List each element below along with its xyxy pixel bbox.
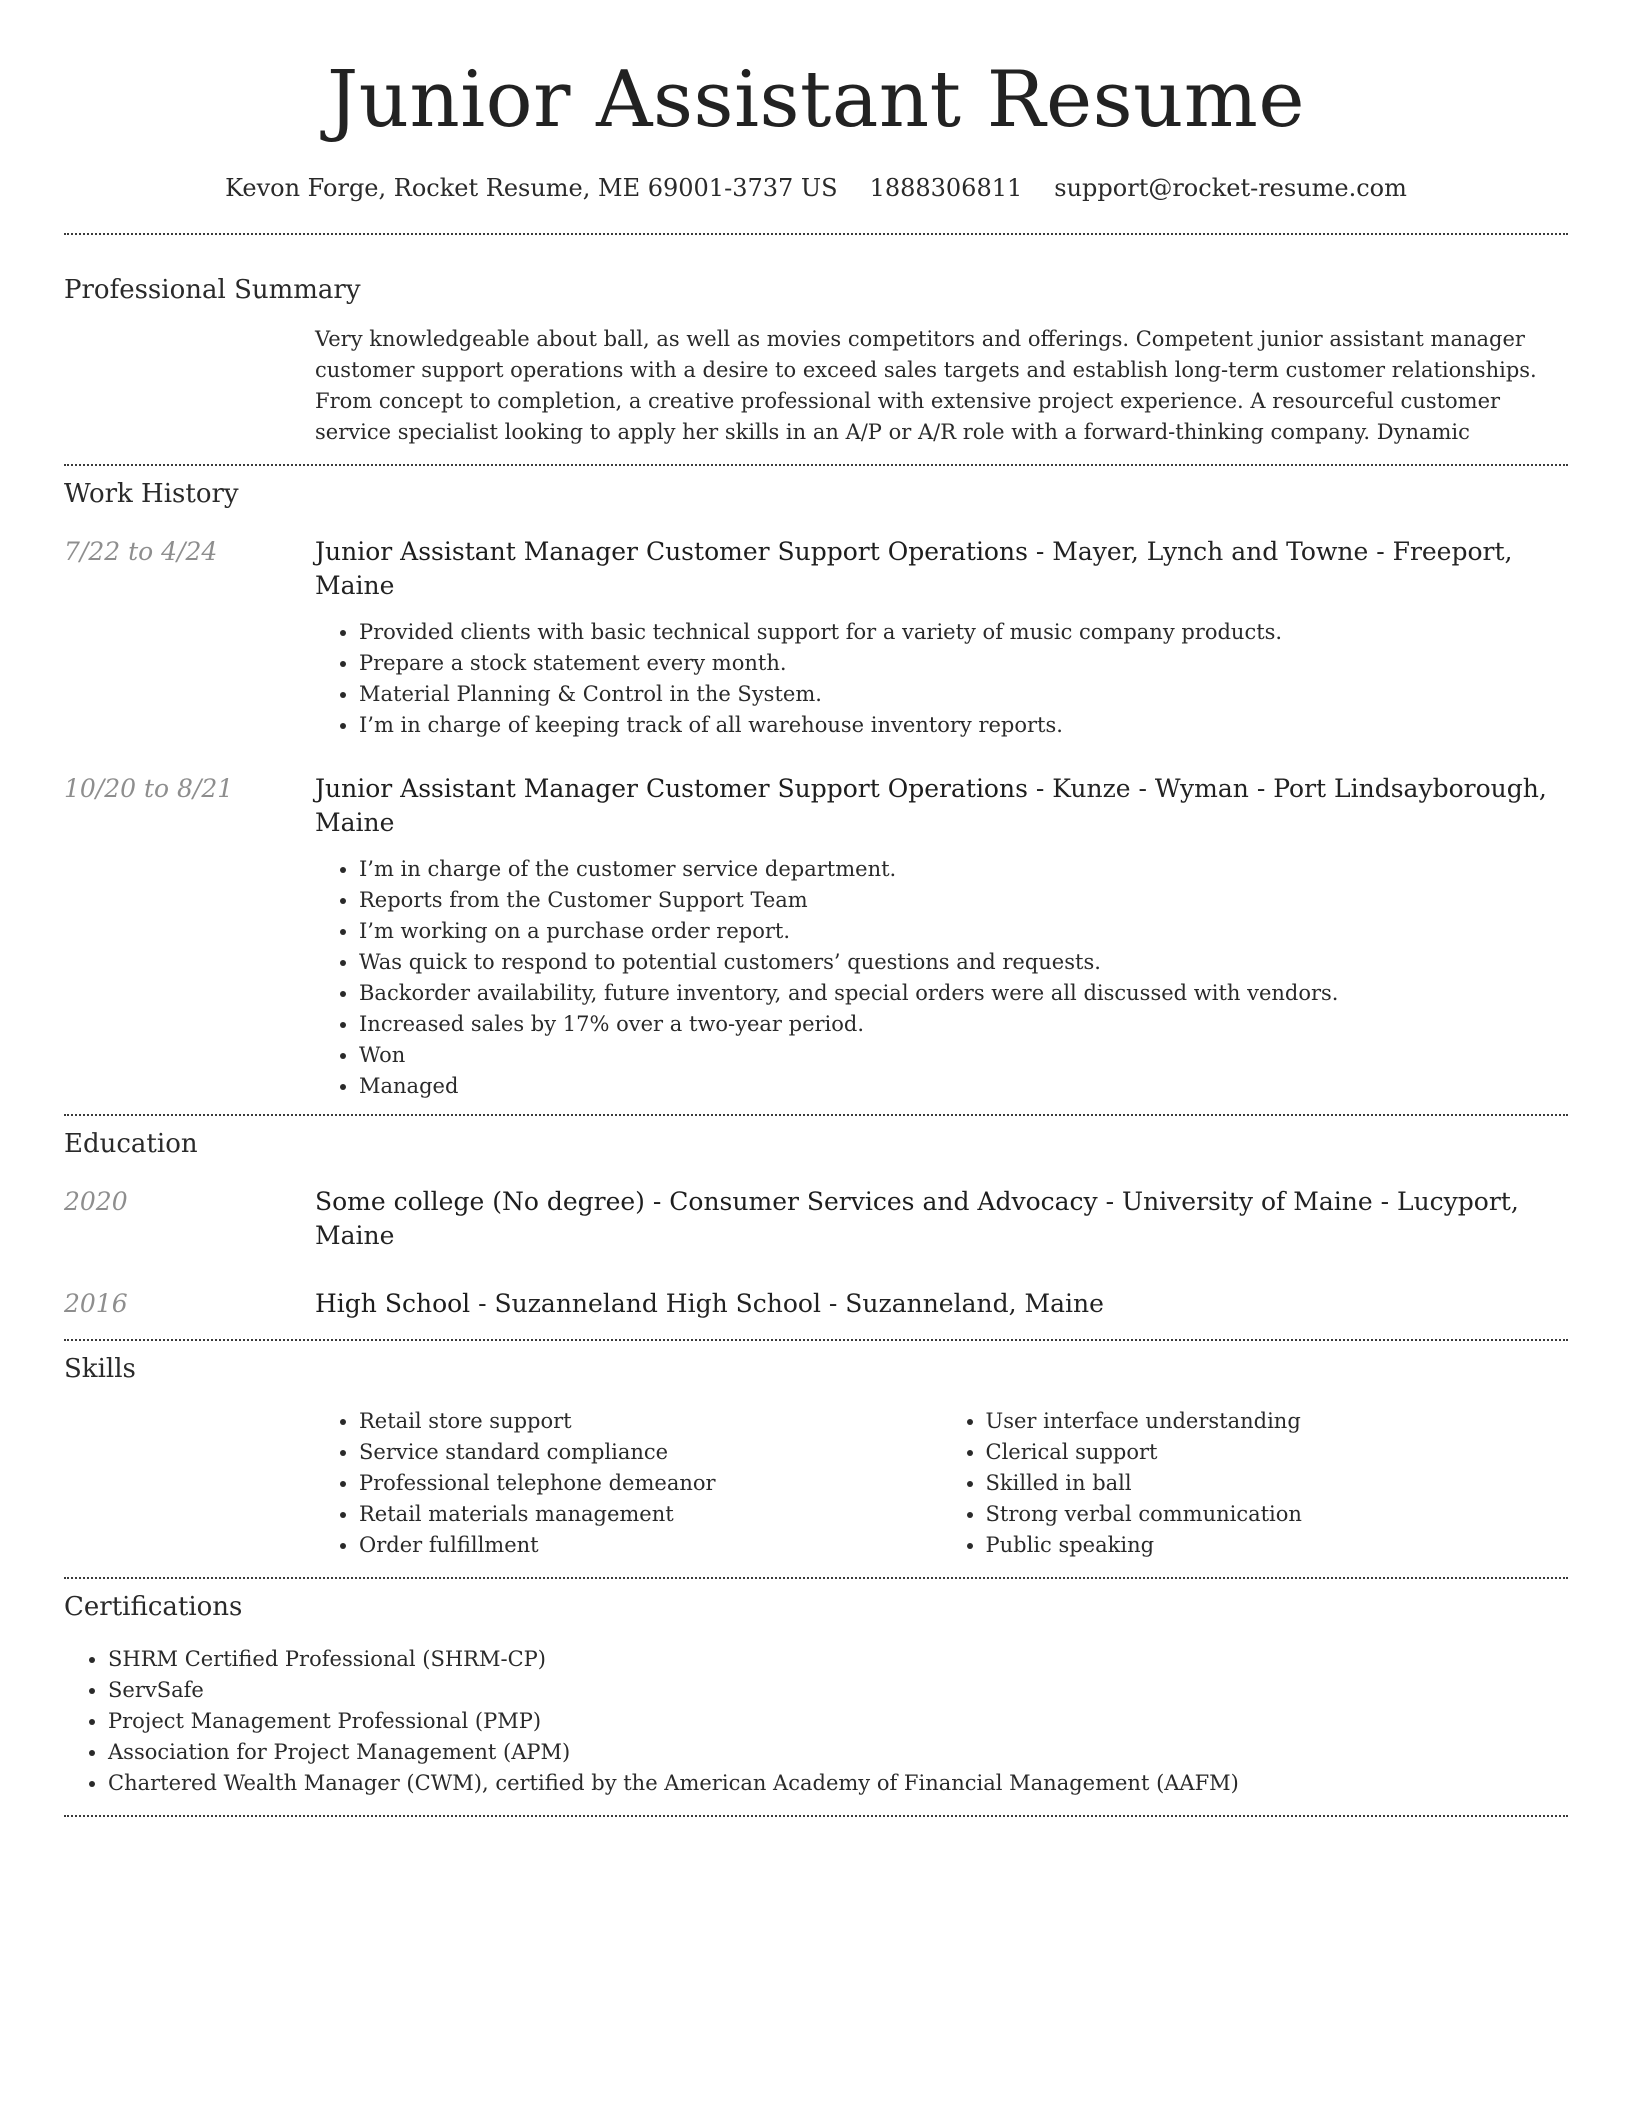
contact-address: Kevon Forge, Rocket Resume, ME 69001-3737 US — [225, 174, 838, 202]
list-item: • Provided clients with basic technical support for a variety of music company products. — [359, 617, 1568, 648]
list-item: • Order fulfillment — [359, 1530, 942, 1561]
list-item: • I’m in charge of keeping track of all warehouse inventory reports. — [359, 710, 1568, 741]
section-certifications — [64, 1579, 1568, 1815]
list-item: • Reports from the Customer Support Team — [359, 885, 1568, 916]
job-dates: 7/22 to 4/24 — [64, 537, 218, 566]
list-item: • Project Management Professional (PMP) — [108, 1706, 1568, 1737]
list-item: • Strong verbal communication — [986, 1499, 1569, 1530]
job-bullets — [315, 617, 1568, 741]
job-details: - Mayer, Lynch and Towne - Freeport, Maine — [315, 537, 1513, 600]
section-heading-education: Education — [64, 1129, 198, 1159]
education-degree: High School — [315, 1289, 471, 1318]
divider — [64, 1815, 1568, 1817]
list-item: • Was quick to respond to potential customers’ questions and requests. — [359, 947, 1568, 978]
contact-line — [64, 172, 1568, 204]
contact-phone: 1888306811 — [869, 174, 1023, 202]
skills-list-right — [942, 1406, 1569, 1561]
list-item: • Public speaking — [986, 1530, 1569, 1561]
section-heading-certifications: Certifications — [64, 1592, 243, 1622]
list-item: • Professional telephone demeanor — [359, 1468, 942, 1499]
list-item: • Prepare a stock statement every month. — [359, 648, 1568, 679]
job-heading — [315, 535, 1568, 603]
list-item: • Service standard compliance — [359, 1437, 942, 1468]
list-item: • Clerical support — [986, 1437, 1569, 1468]
section-education — [64, 1116, 1568, 1339]
list-item: • Managed — [359, 1071, 1568, 1102]
section-heading-work: Work History — [64, 479, 239, 509]
list-item: • SHRM Certified Professional (SHRM-CP) — [108, 1644, 1568, 1675]
list-item: • ServSafe — [108, 1675, 1568, 1706]
section-professional-summary — [64, 235, 1568, 464]
job-bullets — [315, 854, 1568, 1114]
contact-email: support@rocket-resume.com — [1054, 174, 1407, 202]
list-item: • Retail store support — [359, 1406, 942, 1437]
certifications-list — [64, 1644, 1568, 1815]
list-item: • Backorder availability, future inventory, and special orders were all discussed with vendors. — [359, 978, 1568, 1009]
list-item: • Material Planning & Control in the System. — [359, 679, 1568, 710]
list-item: • Increased sales by 17% over a two-year period. — [359, 1009, 1568, 1040]
summary-text: Very knowledgeable about ball, as well as movies competitors and offerings. Competent junior assistant manager customer support operations with a desire to exceed sales targets and establish long-term customer relationships. From concept to completion, a creative professional with extensive project experience. A resourceful customer service specialist looking to apply her skills in an A/P or A/R role with a forward-thinking company. Dynamic — [315, 327, 1537, 444]
job-body — [315, 535, 1568, 741]
job-heading — [315, 772, 1568, 840]
job-title: Junior Assistant Manager Customer Support Operations — [315, 774, 1028, 803]
job-entry — [64, 535, 1568, 741]
list-item: • I’m working on a purchase order report. — [359, 916, 1568, 947]
list-item: • Chartered Wealth Manager (CWM), certified by the American Academy of Financial Management (AAFM) — [108, 1768, 1568, 1799]
section-skills — [64, 1341, 1568, 1577]
list-item: • Won — [359, 1040, 1568, 1071]
list-item: • Association for Project Management (APM) — [108, 1737, 1568, 1768]
education-degree: Some college (No degree) - Consumer Services and Advocacy — [315, 1187, 1098, 1216]
education-year: 2016 — [64, 1289, 128, 1318]
education-entry — [64, 1287, 1568, 1339]
resume-header — [64, 0, 1568, 204]
education-entry — [64, 1185, 1568, 1253]
section-work-history — [64, 466, 1568, 1114]
job-entry — [64, 772, 1568, 1114]
skills-grid — [315, 1406, 1568, 1577]
section-heading-summary: Professional Summary — [64, 275, 361, 305]
education-details: - Suzanneland High School - Suzanneland, Maine — [470, 1289, 1104, 1318]
list-item: • Skilled in ball — [986, 1468, 1569, 1499]
job-body — [315, 772, 1568, 1114]
education-heading — [315, 1287, 1568, 1321]
job-dates: 10/20 to 8/21 — [64, 774, 234, 803]
list-item: • Retail materials management — [359, 1499, 942, 1530]
resume-title: Junior Assistant Resume — [326, 55, 1306, 145]
job-details: - Kunze - Wyman - Port Lindsayborough, Maine — [315, 774, 1547, 837]
education-details: - University of Maine - Lucyport, Maine — [315, 1187, 1519, 1250]
education-year: 2020 — [64, 1187, 128, 1216]
list-item: • I’m in charge of the customer service department. — [359, 854, 1568, 885]
section-heading-skills: Skills — [64, 1354, 136, 1384]
skills-list-left — [315, 1406, 942, 1561]
job-title: Junior Assistant Manager Customer Support Operations — [315, 537, 1028, 566]
list-item: • User interface understanding — [986, 1406, 1569, 1437]
education-heading — [315, 1185, 1568, 1253]
